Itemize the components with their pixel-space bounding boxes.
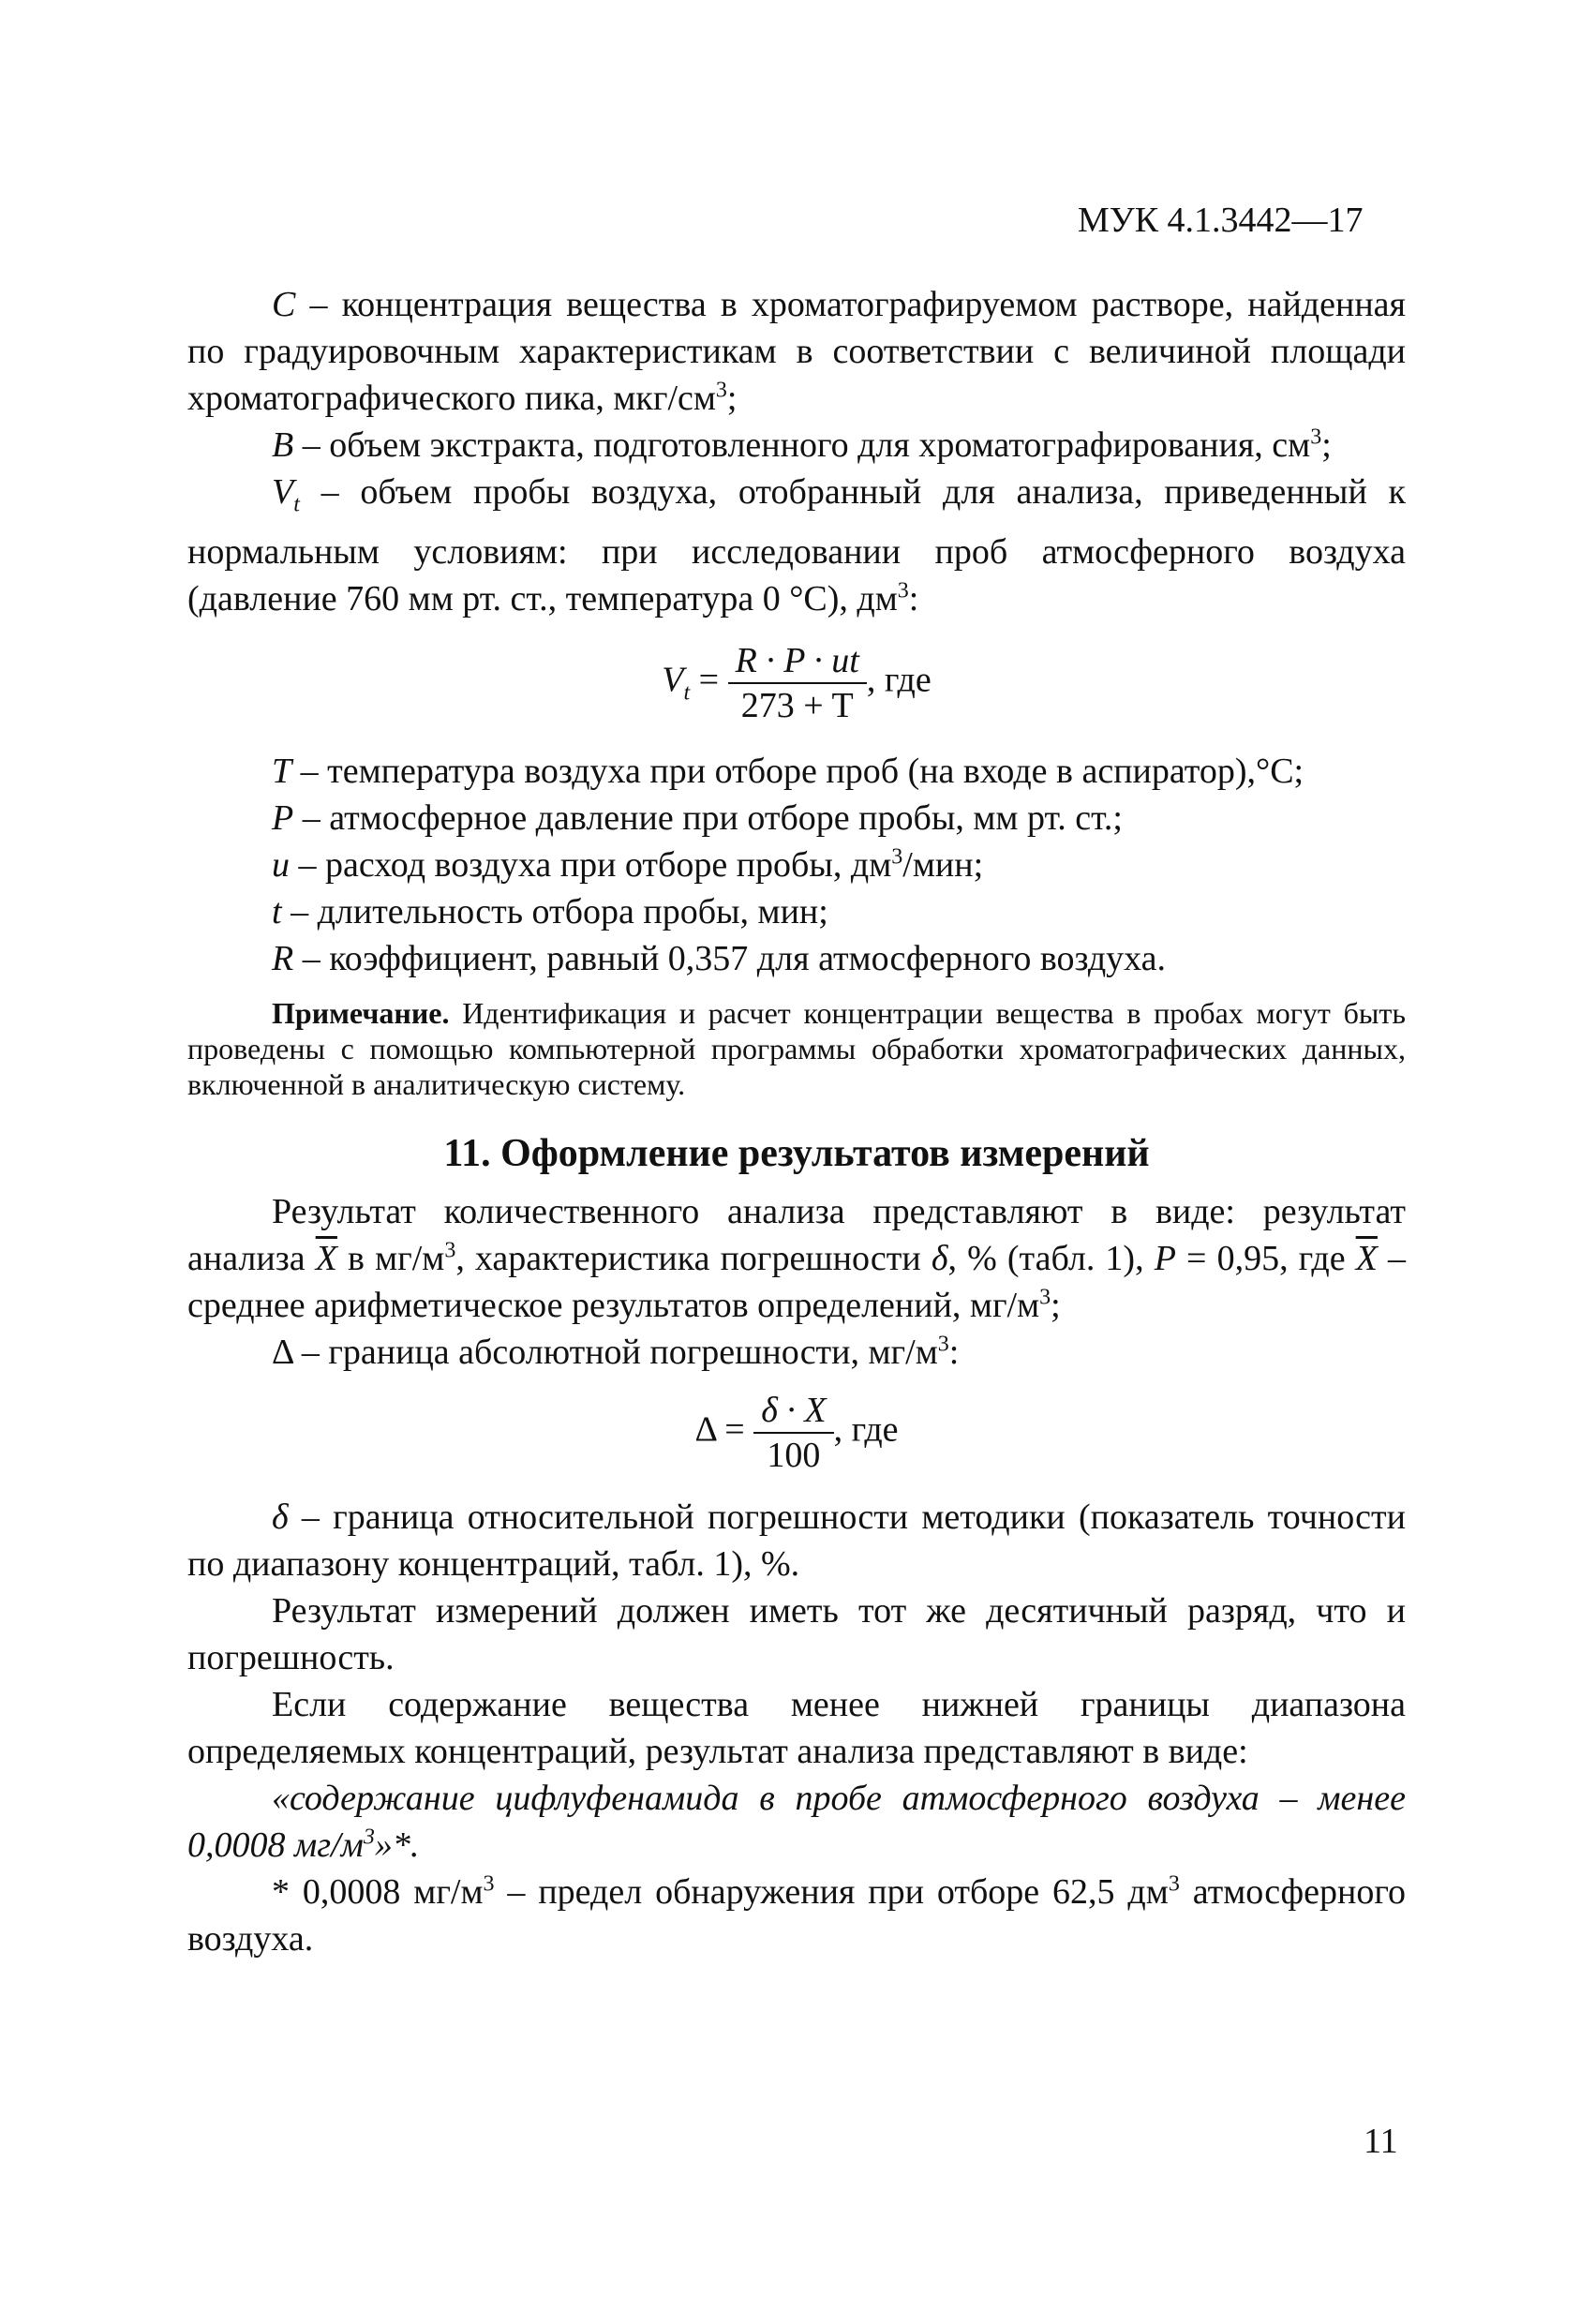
doc-code-header: МУК 4.1.3442—17 [1078,201,1364,240]
formula-vt: $V_t$ = $\frac{R \cdot P \cdot ut}{273 + T}$ , где [662,640,932,725]
delta-definition: δ – граница относительной погрешности методики (показатель точности по диапазону концентраций, табл. 1), %. [187,1497,1406,1584]
definitions-block-1 [187,281,1406,1962]
def-p-pressure: P – атмосферное давление при отборе пробы, мм рт. ст.; [272,797,1123,838]
def-vt: $V_t$ – объем пробы воздуха, отобранный для анализа, приведенный к нормальным условиям: при исследовании проб атмосферного воздуха (давление 760 мм рт. ст., температура 0 °С), $дм^3$: [187,472,1406,618]
footnote: * 0,0008 $мг/м^3$ – предел обнаружения при отборе 62,5 $дм^3$ атмосферного воздуха. [187,1870,1406,1959]
formula-delta: Δ = $\frac{\delta \cdot X}{100}$ , где [694,1390,899,1475]
results-paragraph: Результат количественного анализа представляют в виде: результат анализа $\overline{X}$ в $мг/м^3$, характеристика погрешности δ, % (табл. 1), P = 0,95, где $\overline{X}$ – среднее арифметическое результатов определений, $мг/м^3$; [187,1191,1407,1325]
result-quote: «содержание цифлуфенамида в пробе атмосферного воздуха – менее 0,0008 $мг/м^3»*$. [187,1778,1406,1865]
page-number: 11 [1364,2122,1398,2161]
def-t-temp: T – температура воздуха при отборе проб (на входе в аспиратор),°С; [272,751,1304,791]
def-c: C – концентрация вещества в хроматографируемом растворе, найденная по градуировочным характеристикам в соответствии с величиной площади хроматографического пика, мкг/$см^3$; [187,285,1406,418]
def-t-duration: t – длительность отбора пробы, мин; [272,891,828,931]
decimal-paragraph: Результат измерений должен иметь тот же десятичный разряд, что и погрешность. [187,1590,1406,1677]
section-heading: 11. Оформление результатов измерений [443,1131,1150,1175]
below-range-paragraph: Если содержание вещества менее нижней границы диапазона определяемых концентраций, результат анализа представляют в виде: [187,1684,1406,1771]
def-r-coef: R – коэффициент, равный 0,357 для атмосферного воздуха. [272,938,1167,978]
note-paragraph: Примечание. Идентификация и расчет концентрации вещества в пробах могут быть проведены с помощью компьютерной программы обработки хроматографических данных, включенной в аналитическую систему. [187,995,1406,1101]
fraction-delta: $\frac{\delta \cdot X}{100}$ [753,1389,833,1477]
def-b: B – объем экстракта, подготовленного для хроматографирования, $см^3$; [272,425,1332,465]
fraction-vt: $\frac{R \cdot P \cdot ut}{273 + T}$ [728,639,867,727]
abs-error-paragraph: Δ – граница абсолютной погрешности, $мг/м^3$: [272,1331,960,1372]
def-u-flow: u – расход воздуха при отборе пробы, $дм^3$/мин; [272,843,984,885]
